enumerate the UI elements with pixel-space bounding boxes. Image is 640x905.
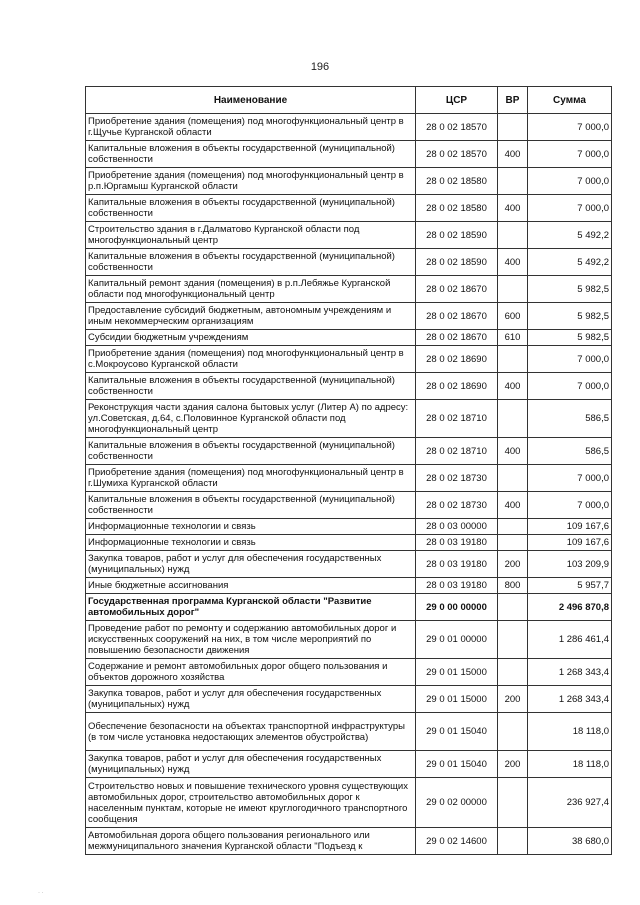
row-csr: 28 0 02 18580 bbox=[416, 195, 498, 222]
row-vr bbox=[498, 659, 528, 686]
row-name: Приобретение здания (помещения) под многофункциональный центр в г.Шумиха Курганской области bbox=[86, 465, 416, 492]
table-row bbox=[86, 195, 612, 222]
row-csr: 28 0 02 18570 bbox=[416, 114, 498, 141]
row-sum: 5 957,7 bbox=[528, 578, 612, 594]
table-row bbox=[86, 114, 612, 141]
table-row bbox=[86, 373, 612, 400]
row-name: Содержание и ремонт автомобильных дорог общего пользования и объектов дорожного хозяйства bbox=[86, 659, 416, 686]
row-name: Закупка товаров, работ и услуг для обеспечения государственных (муниципальных) нужд bbox=[86, 751, 416, 778]
row-sum: 5 982,5 bbox=[528, 276, 612, 303]
page-number: 196 bbox=[310, 61, 330, 73]
header-sum: Сумма bbox=[528, 87, 612, 114]
row-sum: 586,5 bbox=[528, 438, 612, 465]
table-row bbox=[86, 346, 612, 373]
table-header-row bbox=[86, 87, 612, 114]
row-name: Субсидии бюджетным учреждениям bbox=[86, 330, 416, 346]
row-csr: 28 0 02 18710 bbox=[416, 400, 498, 438]
row-csr: 28 0 02 18670 bbox=[416, 330, 498, 346]
row-vr bbox=[498, 114, 528, 141]
row-sum: 109 167,6 bbox=[528, 535, 612, 551]
table-body bbox=[86, 114, 612, 855]
row-csr: 28 0 02 18730 bbox=[416, 465, 498, 492]
table-row bbox=[86, 621, 612, 659]
row-name: Капитальные вложения в объекты государственной (муниципальной) собственности bbox=[86, 373, 416, 400]
row-sum: 7 000,0 bbox=[528, 373, 612, 400]
row-csr: 28 0 02 18670 bbox=[416, 276, 498, 303]
row-sum: 1 268 343,4 bbox=[528, 659, 612, 686]
header-csr: ЦСР bbox=[416, 87, 498, 114]
row-name: Закупка товаров, работ и услуг для обеспечения государственных (муниципальных) нужд bbox=[86, 551, 416, 578]
row-vr bbox=[498, 465, 528, 492]
row-sum: 18 118,0 bbox=[528, 713, 612, 751]
row-csr: 28 0 02 18590 bbox=[416, 249, 498, 276]
row-vr bbox=[498, 778, 528, 828]
row-vr: 600 bbox=[498, 303, 528, 330]
row-sum: 109 167,6 bbox=[528, 519, 612, 535]
row-name: Закупка товаров, работ и услуг для обеспечения государственных (муниципальных) нужд bbox=[86, 686, 416, 713]
row-csr: 29 0 01 15040 bbox=[416, 751, 498, 778]
row-name: Проведение работ по ремонту и содержанию автомобильных дорог и искусственных сооружений на них, в том числе мероприятий по повышению безопасности движения bbox=[86, 621, 416, 659]
table-row bbox=[86, 659, 612, 686]
row-csr: 29 0 01 15000 bbox=[416, 686, 498, 713]
row-sum: 7 000,0 bbox=[528, 492, 612, 519]
row-vr bbox=[498, 594, 528, 621]
row-csr: 29 0 01 00000 bbox=[416, 621, 498, 659]
row-vr bbox=[498, 621, 528, 659]
table-row bbox=[86, 400, 612, 438]
table-row bbox=[86, 594, 612, 621]
row-sum: 5 492,2 bbox=[528, 222, 612, 249]
row-sum: 18 118,0 bbox=[528, 751, 612, 778]
row-vr: 400 bbox=[498, 492, 528, 519]
row-vr: 200 bbox=[498, 751, 528, 778]
row-vr: 400 bbox=[498, 195, 528, 222]
row-csr: 29 0 02 00000 bbox=[416, 778, 498, 828]
budget-table bbox=[85, 86, 612, 855]
row-csr: 28 0 02 18690 bbox=[416, 346, 498, 373]
table-row bbox=[86, 330, 612, 346]
row-vr: 400 bbox=[498, 141, 528, 168]
table-row bbox=[86, 535, 612, 551]
row-vr bbox=[498, 222, 528, 249]
table-row bbox=[86, 713, 612, 751]
header-name: Наименование bbox=[86, 87, 416, 114]
row-csr: 28 0 02 18690 bbox=[416, 373, 498, 400]
row-name: Автомобильная дорога общего пользования регионального или межмуниципального значения Курганской области "Подъезд к bbox=[86, 828, 416, 855]
row-vr bbox=[498, 519, 528, 535]
table-row bbox=[86, 519, 612, 535]
row-name: Капитальный ремонт здания (помещения) в р.п.Лебяжье Курганской области под многофункциональный центр bbox=[86, 276, 416, 303]
row-vr: 400 bbox=[498, 373, 528, 400]
row-vr: 800 bbox=[498, 578, 528, 594]
row-vr: 610 bbox=[498, 330, 528, 346]
row-vr bbox=[498, 535, 528, 551]
row-csr: 28 0 02 18710 bbox=[416, 438, 498, 465]
table-row bbox=[86, 141, 612, 168]
row-sum: 5 982,5 bbox=[528, 303, 612, 330]
row-sum: 5 492,2 bbox=[528, 249, 612, 276]
table-row bbox=[86, 551, 612, 578]
table-row bbox=[86, 276, 612, 303]
row-csr: 29 0 02 14600 bbox=[416, 828, 498, 855]
row-vr bbox=[498, 828, 528, 855]
row-name: Иные бюджетные ассигнования bbox=[86, 578, 416, 594]
row-sum: 1 268 343,4 bbox=[528, 686, 612, 713]
row-csr: 28 0 03 19180 bbox=[416, 578, 498, 594]
page-corner-mark: · · bbox=[38, 890, 44, 896]
row-name: Капитальные вложения в объекты государственной (муниципальной) собственности bbox=[86, 249, 416, 276]
row-name: Приобретение здания (помещения) под многофункциональный центр в г.Щучье Курганской области bbox=[86, 114, 416, 141]
row-sum: 7 000,0 bbox=[528, 168, 612, 195]
table-row bbox=[86, 828, 612, 855]
row-name: Капитальные вложения в объекты государственной (муниципальной) собственности bbox=[86, 141, 416, 168]
table-row bbox=[86, 222, 612, 249]
row-name: Реконструкция части здания салона бытовых услуг (Литер А) по адресу: ул.Советская, д.64, с.Половинное Курганской области под многофункциональный центр bbox=[86, 400, 416, 438]
table-row bbox=[86, 751, 612, 778]
row-sum: 586,5 bbox=[528, 400, 612, 438]
header-vr: ВР bbox=[498, 87, 528, 114]
row-csr: 28 0 02 18570 bbox=[416, 141, 498, 168]
table-row bbox=[86, 249, 612, 276]
row-vr: 400 bbox=[498, 438, 528, 465]
row-name: Строительство здания в г.Далматово Курганской области под многофункциональный центр bbox=[86, 222, 416, 249]
row-name: Капитальные вложения в объекты государственной (муниципальной) собственности bbox=[86, 492, 416, 519]
row-csr: 28 0 03 00000 bbox=[416, 519, 498, 535]
row-name: Строительство новых и повышение технического уровня существующих автомобильных дорог, строительство автомобильных дорог к населенным пунктам, которые не имеют круглогодичного транспортного сообщения bbox=[86, 778, 416, 828]
row-csr: 28 0 02 18730 bbox=[416, 492, 498, 519]
row-name: Информационные технологии и связь bbox=[86, 535, 416, 551]
row-sum: 7 000,0 bbox=[528, 195, 612, 222]
row-name: Приобретение здания (помещения) под многофункциональный центр в с.Мокроусово Курганской области bbox=[86, 346, 416, 373]
row-name: Предоставление субсидий бюджетным, автономным учреждениям и иным некоммерческим организациям bbox=[86, 303, 416, 330]
row-name: Обеспечение безопасности на объектах транспортной инфраструктуры (в том числе установка недостающих элементов обустройства) bbox=[86, 713, 416, 751]
row-name: Государственная программа Курганской области "Развитие автомобильных дорог" bbox=[86, 594, 416, 621]
row-vr bbox=[498, 168, 528, 195]
row-sum: 7 000,0 bbox=[528, 465, 612, 492]
row-sum: 5 982,5 bbox=[528, 330, 612, 346]
row-name: Капитальные вложения в объекты государственной (муниципальной) собственности bbox=[86, 195, 416, 222]
row-name: Приобретение здания (помещения) под многофункциональный центр в р.п.Юргамыш Курганской области bbox=[86, 168, 416, 195]
row-vr: 200 bbox=[498, 551, 528, 578]
row-vr bbox=[498, 713, 528, 751]
row-sum: 103 209,9 bbox=[528, 551, 612, 578]
row-vr: 200 bbox=[498, 686, 528, 713]
row-sum: 7 000,0 bbox=[528, 114, 612, 141]
row-sum: 38 680,0 bbox=[528, 828, 612, 855]
row-sum: 1 286 461,4 bbox=[528, 621, 612, 659]
row-csr: 28 0 02 18580 bbox=[416, 168, 498, 195]
table-row bbox=[86, 438, 612, 465]
row-vr bbox=[498, 400, 528, 438]
row-sum: 2 496 870,8 bbox=[528, 594, 612, 621]
table-row bbox=[86, 465, 612, 492]
row-csr: 28 0 03 19180 bbox=[416, 551, 498, 578]
row-csr: 29 0 01 15040 bbox=[416, 713, 498, 751]
table-row bbox=[86, 168, 612, 195]
row-sum: 236 927,4 bbox=[528, 778, 612, 828]
row-name: Информационные технологии и связь bbox=[86, 519, 416, 535]
table-row bbox=[86, 303, 612, 330]
table-row bbox=[86, 492, 612, 519]
row-vr bbox=[498, 276, 528, 303]
row-name: Капитальные вложения в объекты государственной (муниципальной) собственности bbox=[86, 438, 416, 465]
table-row bbox=[86, 686, 612, 713]
row-csr: 28 0 02 18670 bbox=[416, 303, 498, 330]
row-csr: 29 0 00 00000 bbox=[416, 594, 498, 621]
row-sum: 7 000,0 bbox=[528, 346, 612, 373]
table-row bbox=[86, 778, 612, 828]
row-sum: 7 000,0 bbox=[528, 141, 612, 168]
row-csr: 28 0 03 19180 bbox=[416, 535, 498, 551]
row-vr: 400 bbox=[498, 249, 528, 276]
table-row bbox=[86, 578, 612, 594]
row-csr: 28 0 02 18590 bbox=[416, 222, 498, 249]
row-vr bbox=[498, 346, 528, 373]
row-csr: 29 0 01 15000 bbox=[416, 659, 498, 686]
